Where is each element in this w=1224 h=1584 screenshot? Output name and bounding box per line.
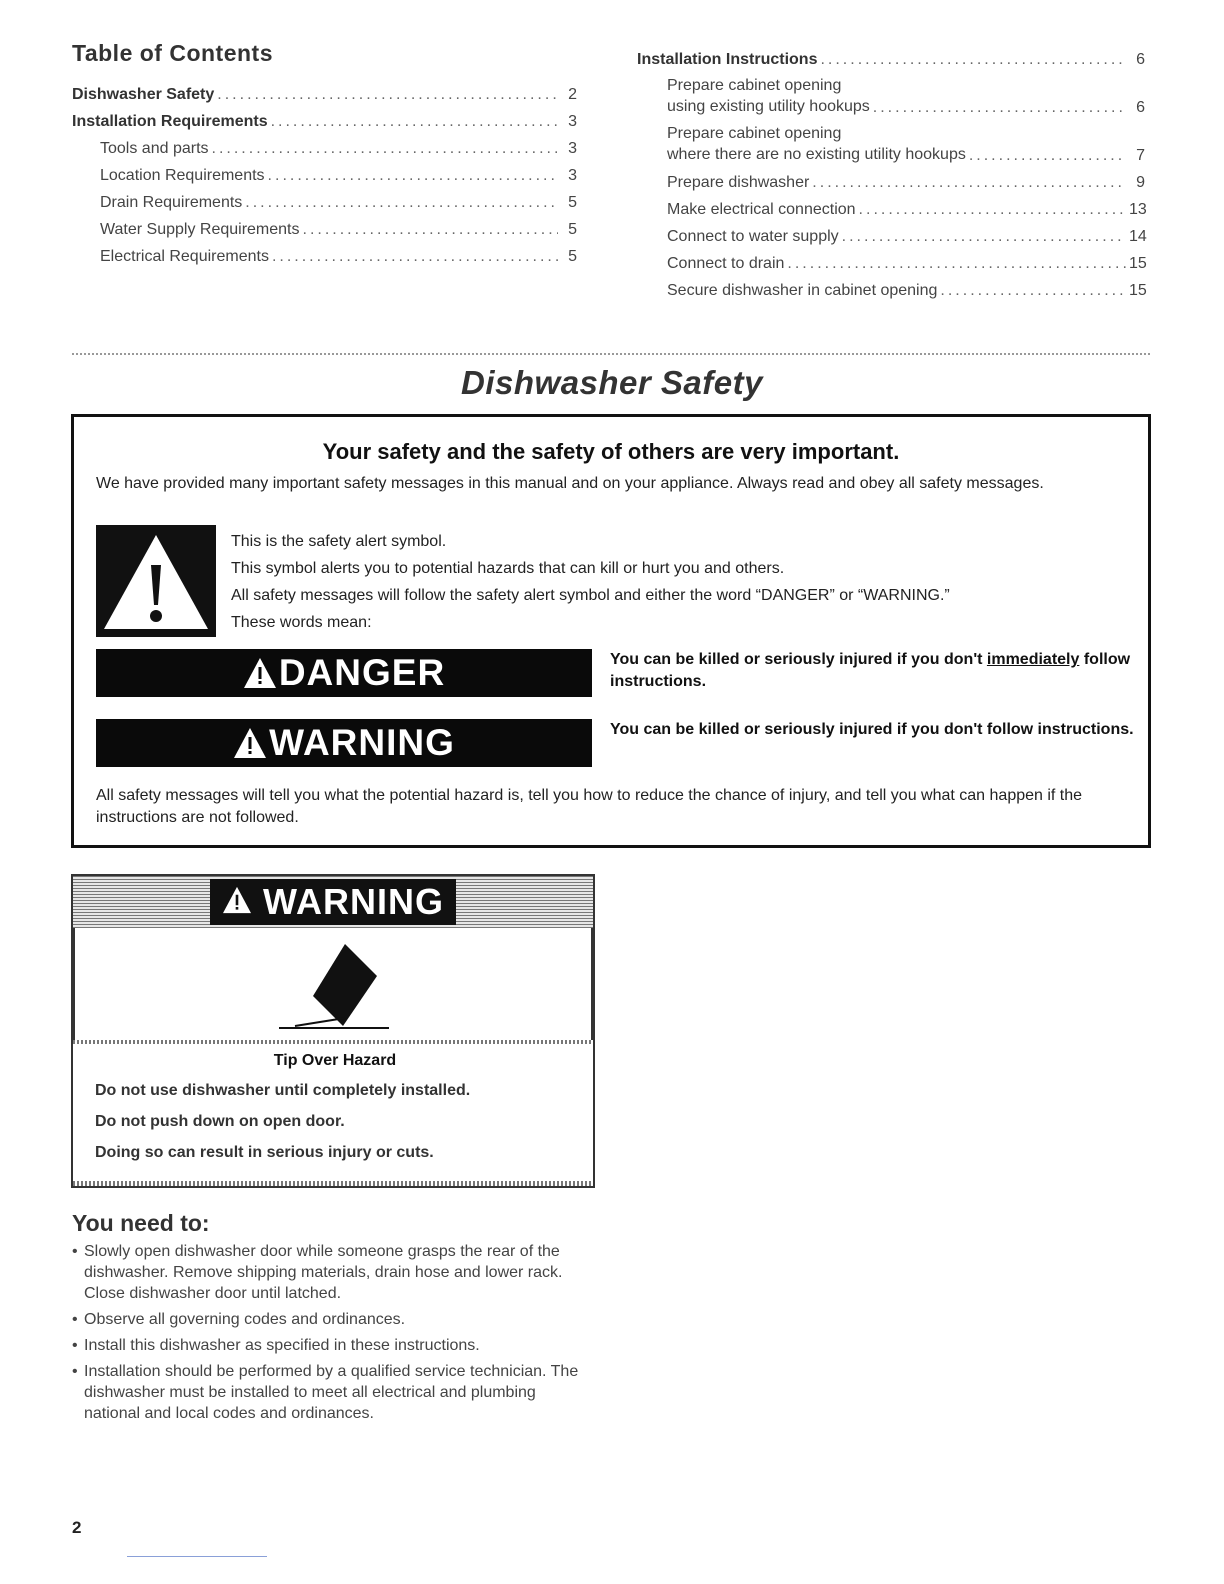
warning-signal-bar (96, 719, 592, 767)
toc-entry-label: Drain Requirements (100, 194, 243, 211)
warning-triangle-icon (233, 727, 267, 759)
danger-text: follow instructions. (610, 651, 1131, 690)
toc-entry-label: using existing utility hookups (667, 98, 870, 115)
toc-entry-page: 9 (1136, 174, 1145, 191)
toc-entry-page: 3 (568, 140, 577, 157)
warning-description: You can be killed or seriously injured if you don't follow instructions. (610, 721, 1134, 738)
toc-entry-page: 15 (1129, 282, 1147, 299)
tip-over-icon (75, 928, 591, 1040)
toc-entry-page: 3 (568, 113, 577, 130)
safety-line: All safety messages will follow the safety alert symbol and either the word “DANGER” or “WARNING.” (231, 587, 950, 604)
toc-entry-label: Connect to water supply (667, 228, 839, 245)
toc-entry-label: Connect to drain (667, 255, 785, 272)
tip-warning-label: WARNING (263, 881, 444, 922)
safety-alert-icon (96, 525, 216, 637)
toc-entry-page: 13 (1129, 201, 1147, 218)
safety-line: This symbol alerts you to potential hazards that can kill or hurt you and others. (231, 560, 785, 577)
tip-over-warning-box (71, 874, 595, 1188)
danger-description (610, 649, 1140, 693)
tip-warning-text (95, 1052, 575, 1175)
toc-entry-page: 15 (1129, 255, 1147, 272)
footer-rule (127, 1556, 267, 1557)
you-need-title: You need to: (72, 1210, 210, 1236)
toc-entry-page: 7 (1136, 147, 1145, 164)
toc-entry-label: Water Supply Requirements (100, 221, 300, 238)
warning-triangle-icon (222, 886, 252, 914)
safety-heading: Your safety and the safety of others are very important. (322, 439, 900, 464)
toc-entry-page: 6 (1136, 99, 1145, 116)
tip-over-graphic (73, 928, 593, 1040)
toc-entry-page: 6 (1136, 51, 1145, 68)
toc-entry[interactable] (637, 42, 1145, 69)
toc-entry-label: Make electrical connection (667, 201, 856, 218)
danger-emphasis: immediately (986, 651, 1080, 668)
toc-entry-label: Prepare dishwasher (667, 174, 810, 191)
toc-entry-label: Prepare cabinet opening (667, 77, 842, 94)
toc-entry-label: Installation Requirements (72, 113, 268, 130)
toc-entry[interactable] (637, 246, 1145, 273)
tip-hazard-line: Do not use dishwasher until completely installed. (95, 1082, 471, 1099)
safety-footer: All safety messages will tell you what the potential hazard is, tell you how to reduce the chance of injury, and tell you what can happen if the instructions are not followed. (96, 787, 1083, 826)
toc-entry-label: Electrical Requirements (100, 248, 269, 265)
toc-entry[interactable] (637, 219, 1145, 246)
toc-entry[interactable] (637, 69, 1145, 117)
toc-entry-label: Prepare cabinet opening (667, 125, 842, 142)
toc-entry-label: where there are no existing utility hookups (667, 146, 966, 163)
danger-signal-bar (96, 649, 592, 697)
toc-entry-page: 2 (568, 86, 577, 103)
tip-hazard-line: Do not push down on open door. (95, 1113, 345, 1130)
toc-entry[interactable] (72, 239, 577, 266)
toc-right-column (637, 42, 1145, 300)
safety-intro: We have provided many important safety messages in this manual and on your appliance. Always read and obey all safety messages. (96, 475, 1044, 492)
list-item: • Install this dishwasher as specified in these instructions. (72, 1335, 592, 1356)
list-item: • Observe all governing codes and ordinances. (72, 1309, 592, 1330)
toc-entry-page: 5 (568, 248, 577, 265)
toc-entry-page: 5 (568, 194, 577, 211)
toc-entry[interactable] (72, 185, 577, 212)
toc-entry-label: Tools and parts (100, 140, 209, 157)
safety-line: This is the safety alert symbol. (231, 533, 447, 550)
list-item: • Installation should be performed by a qualified service technician. The dishwasher must be installed to meet all electrical and plumbing national and local codes and ordinances. (72, 1361, 592, 1424)
toc-entry-page: 5 (568, 221, 577, 238)
section-divider (72, 353, 1152, 355)
toc-entry-label: Location Requirements (100, 167, 265, 184)
list-item: • Slowly open dishwasher door while someone grasps the rear of the dishwasher. Remove shipping materials, drain hose and lower rack. Close dishwasher door until latched. (72, 1241, 592, 1304)
tip-warning-signal (210, 879, 456, 925)
toc-entry[interactable] (72, 104, 577, 131)
warning-label: WARNING (269, 722, 455, 763)
toc-entry[interactable] (637, 273, 1145, 300)
toc-entry[interactable] (637, 117, 1145, 165)
section-title: Dishwasher Safety (461, 364, 763, 401)
tip-divider (73, 1040, 593, 1044)
tip-bottom-border (73, 1181, 593, 1186)
danger-label: DANGER (278, 652, 446, 693)
warning-triangle-icon (243, 657, 277, 689)
tip-hazard-title: Tip Over Hazard (273, 1052, 397, 1069)
toc-entry[interactable] (72, 212, 577, 239)
tip-warning-header (73, 876, 593, 928)
toc-entry-page: 14 (1129, 228, 1147, 245)
toc-entry-label: Installation Instructions (637, 51, 818, 68)
toc-entry[interactable] (637, 165, 1145, 192)
toc-entry-label: Secure dishwasher in cabinet opening (667, 282, 938, 299)
toc-entry[interactable] (72, 131, 577, 158)
page-number: 2 (72, 1518, 82, 1537)
toc-entry-page: 3 (568, 167, 577, 184)
toc-left-column (72, 77, 577, 266)
danger-text: You can be killed or seriously injured if you don't (610, 651, 987, 668)
toc-entry-label: Dishwasher Safety (72, 86, 215, 103)
safety-info-box (71, 414, 1151, 848)
you-need-list (72, 1241, 592, 1429)
toc-entry[interactable] (637, 192, 1145, 219)
toc-title: Table of Contents (72, 40, 274, 66)
tip-hazard-line: Doing so can result in serious injury or cuts. (95, 1144, 434, 1161)
toc-entry[interactable] (72, 77, 577, 104)
safety-line: These words mean: (231, 614, 372, 631)
toc-entry[interactable] (72, 158, 577, 185)
safety-symbol-description (231, 533, 950, 641)
